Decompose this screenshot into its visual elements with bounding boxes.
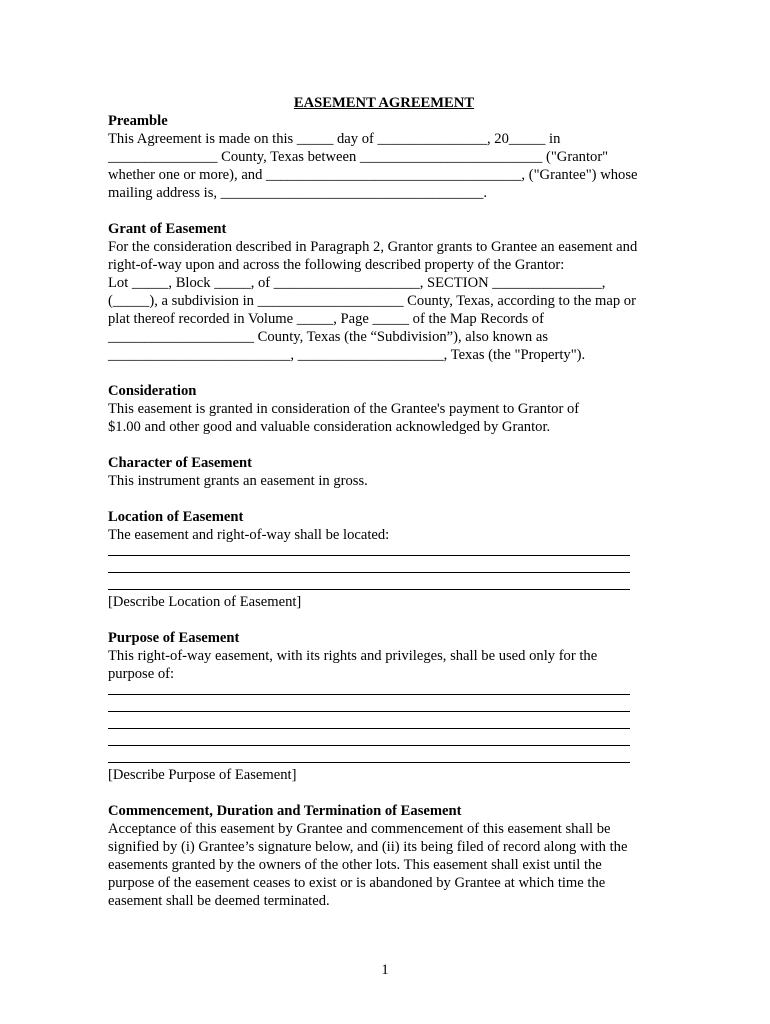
location-blank-line-2: [108, 556, 630, 573]
commencement-line-3: easements granted by the owners of the other lots. This easement shall exist until the: [108, 857, 602, 873]
section-spacer: [108, 364, 660, 382]
purpose-line-1: This right-of-way easement, with its rights and privileges, shall be used only for the: [108, 648, 598, 664]
document-title: EASEMENT AGREEMENT: [293, 95, 475, 111]
purpose-blank-line-2: [108, 695, 630, 712]
grant-line-7: _________________________, ____________________, Texas (the "Property").: [108, 347, 586, 363]
consideration-heading: Consideration: [108, 383, 197, 399]
section-spacer: [108, 490, 660, 508]
commencement-line-1: Acceptance of this easement by Grantee and commencement of this easement shall be: [108, 821, 611, 837]
grant-line-5: plat thereof recorded in Volume _____, Page _____ of the Map Records of: [108, 311, 544, 327]
preamble-line-3: whether one or more), and ___________________________________, ("Grantee") whose: [108, 167, 638, 183]
location-note: [Describe Location of Easement]: [108, 594, 302, 610]
character-line-1: This instrument grants an easement in gross.: [108, 473, 368, 489]
grant-line-6: ____________________ County, Texas (the “Subdivision”), also known as: [108, 329, 548, 345]
page-number: 1: [381, 962, 389, 978]
grant-line-2: right-of-way upon and across the following described property of the Grantor:: [108, 257, 565, 273]
purpose-heading: Purpose of Easement: [108, 630, 240, 646]
section-number-blank: (_____): [108, 293, 155, 309]
purpose-blank-line-5: [108, 746, 630, 763]
character-heading: Character of Easement: [108, 455, 253, 471]
consideration-line-1: This easement is granted in consideration of the Grantee's payment to Grantor of: [108, 401, 580, 417]
location-heading: Location of Easement: [108, 509, 244, 525]
purpose-blank-line-4: [108, 729, 630, 746]
commencement-line-4: purpose of the easement ceases to exist or is abandoned by Grantee at which time the: [108, 875, 606, 891]
commencement-heading: Commencement, Duration and Termination of Easement: [108, 803, 462, 819]
grant-line-4-text: , a subdivision in ____________________ County, Texas, according to the map or: [154, 293, 636, 309]
grant-line-3: Lot _____, Block _____, of ____________________, SECTION _______________,: [108, 275, 606, 291]
preamble-heading: Preamble: [108, 113, 168, 129]
purpose-blank-line-3: [108, 712, 630, 729]
purpose-line-2: purpose of:: [108, 666, 175, 682]
purpose-blank-line-1: [108, 683, 630, 695]
grant-line-4: [108, 292, 660, 310]
purpose-note: [Describe Purpose of Easement]: [108, 767, 297, 783]
grant-heading: Grant of Easement: [108, 221, 227, 237]
location-blank-line-1: [108, 544, 630, 556]
preamble-line-2: _______________ County, Texas between _________________________ ("Grantor": [108, 149, 609, 165]
preamble-line-1: This Agreement is made on this _____ day of _______________, 20_____ in: [108, 131, 561, 147]
section-spacer: [108, 436, 660, 454]
commencement-line-5: easement shall be deemed terminated.: [108, 893, 330, 909]
document-body: [108, 94, 660, 910]
preamble-line-4: mailing address is, ____________________________________.: [108, 185, 488, 201]
grant-line-1: For the consideration described in Paragraph 2, Grantor grants to Grantee an easement and: [108, 239, 638, 255]
section-spacer: [108, 784, 660, 802]
location-blank-line-3: [108, 573, 630, 590]
commencement-line-2: signified by (i) Grantee’s signature below, and (ii) its being filed of record along with the: [108, 839, 628, 855]
consideration-line-2: $1.00 and other good and valuable consideration acknowledged by Grantor.: [108, 419, 551, 435]
section-spacer: [108, 202, 660, 220]
location-line-1: The easement and right-of-way shall be located:: [108, 527, 390, 543]
section-spacer: [108, 611, 660, 629]
